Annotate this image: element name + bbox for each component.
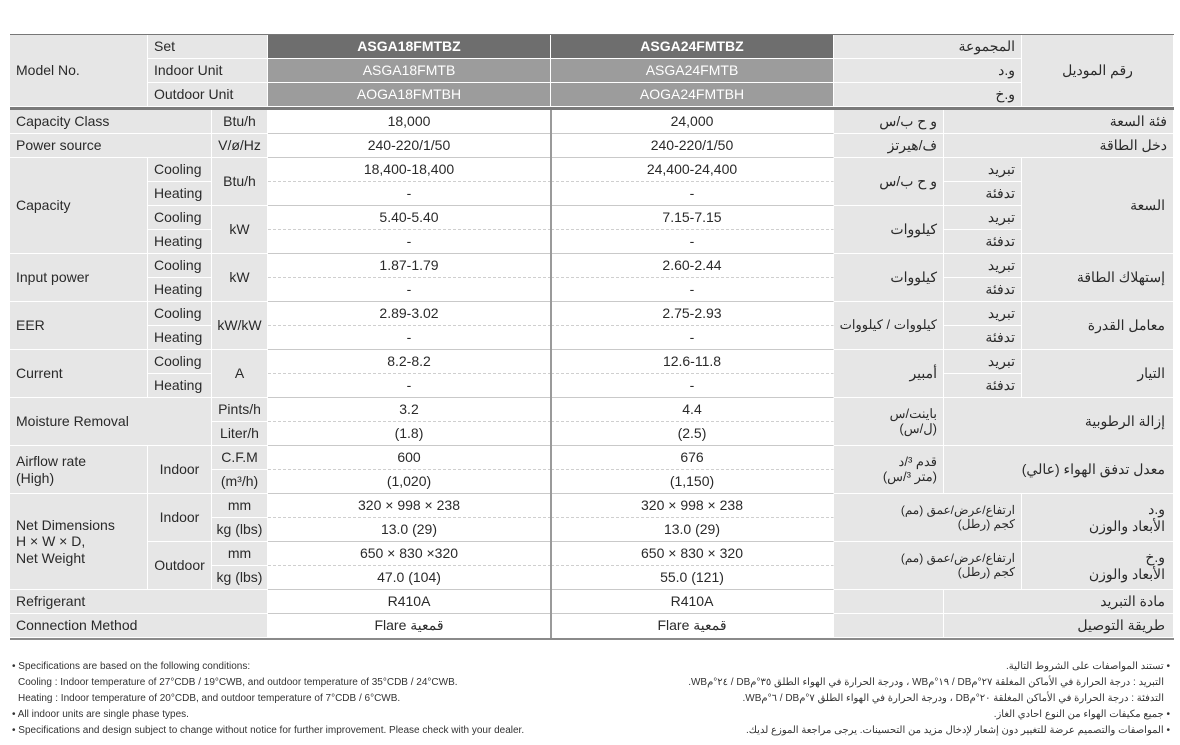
m1-refrigerant: R410A — [268, 590, 551, 614]
m2-out-wt: 55.0 (121) — [551, 566, 834, 590]
cap-heating-label: Heating — [148, 182, 212, 206]
m1-input-cool: 1.87-1.79 — [268, 254, 551, 278]
refrigerant-label: Refrigerant — [10, 590, 268, 614]
airflow-label: Airflow rate (High) — [10, 446, 148, 494]
capacity-class-label: Capacity Class — [10, 110, 212, 134]
m2-capacity-class: 24,000 — [551, 110, 834, 134]
note-ar-2: التبريد : درجة الحرارة في الأماكن المغلقة ٢٧°مDB / ١٩°مWB ، ودرجة الحرارة في الهواء الطلق ٣٥°مDB / ٢٤°مWB. — [688, 677, 1164, 688]
m1-eer-heat: - — [268, 326, 551, 350]
ar-capacity-class: فئة السعة — [944, 110, 1174, 134]
m1-input-heat: - — [268, 278, 551, 302]
in-mm-unit: mm — [212, 494, 268, 518]
cap-cooling-label: Cooling — [148, 158, 212, 182]
input-cooling-label: Cooling — [148, 254, 212, 278]
power-source-unit: V/ø/Hz — [212, 134, 268, 158]
airflow-indoor-label: Indoor — [148, 446, 212, 494]
m1-out-dim: 650 × 830 ×320 — [268, 542, 551, 566]
input-heating-label: Heating — [148, 278, 212, 302]
connection-label: Connection Method — [10, 614, 268, 638]
model2-set: ASGA24FMTBZ — [551, 35, 834, 59]
cfm-unit: C.F.M — [212, 446, 268, 470]
ar-eer-heating: تدفئة — [944, 326, 1022, 350]
current-unit: A — [212, 350, 268, 398]
m2-air-m3h: (1,150) — [551, 470, 834, 494]
in-kg-unit: kg (lbs) — [212, 518, 268, 542]
ar-current-unit: أمبير — [834, 350, 944, 398]
ar-current: التيار — [1022, 350, 1174, 398]
eer-label: EER — [10, 302, 148, 350]
m1-cur-cool: 8.2-8.2 — [268, 350, 551, 374]
model1-indoor: ASGA18FMTB — [268, 59, 551, 83]
model2-outdoor: AOGA24FMTBH — [551, 83, 834, 107]
net-dim-label: Net Dimensions H × W × D, Net Weight — [10, 494, 148, 590]
liter-unit: Liter/h — [212, 422, 268, 446]
ar-connection-blank — [834, 614, 944, 638]
m2-power: 240-220/1/50 — [551, 134, 834, 158]
ar-airflow: معدل تدفق الهواء (عالي) — [944, 446, 1174, 494]
m1-out-wt: 47.0 (104) — [268, 566, 551, 590]
m1-air-m3h: (1,020) — [268, 470, 551, 494]
m1-moist-liter: (1.8) — [268, 422, 551, 446]
ar-vhz-unit: ف/هيرتز — [834, 134, 944, 158]
ar-moisture: إزالة الرطوبية — [944, 398, 1174, 446]
cap-kw-unit: kW — [212, 206, 268, 254]
input-power-label: Input power — [10, 254, 148, 302]
m1-cap-cool-btu: 18,400-18,400 — [268, 158, 551, 182]
current-heating-label: Heating — [148, 374, 212, 398]
dim-indoor-label: Indoor — [148, 494, 212, 542]
bottom-rule — [10, 638, 1174, 640]
cap-heating-label-kw: Heating — [148, 230, 212, 254]
m2-eer-cool: 2.75-2.93 — [551, 302, 834, 326]
ar-input-power: إستهلاك الطاقة — [1022, 254, 1174, 302]
ar-cap-heating-2: تدفئة — [944, 230, 1022, 254]
m2-input-cool: 2.60-2.44 — [551, 254, 834, 278]
m1-cap-cool-kw: 5.40-5.40 — [268, 206, 551, 230]
ar-set: المجموعة — [834, 35, 1022, 59]
m1-power: 240-220/1/50 — [268, 134, 551, 158]
power-source-label: Power source — [10, 134, 212, 158]
ar-input-unit: كيلووات — [834, 254, 944, 302]
current-cooling-label: Cooling — [148, 350, 212, 374]
note-ar-3: التدفئة : درجة الحرارة في الأماكن المغلقة ٢٠°مDB ، ودرجة الحرارة في الهواء الطلق ٧°مDB / ٦°مWB. — [742, 693, 1164, 704]
m1-eer-cool: 2.89-3.02 — [268, 302, 551, 326]
ar-eer: معامل القدرة — [1022, 302, 1174, 350]
ar-cap-kw-unit: كيلووات — [834, 206, 944, 254]
m2-cap-cool-btu: 24,400-24,400 — [551, 158, 834, 182]
m2-moist-liter: (2.5) — [551, 422, 834, 446]
model2-indoor: ASGA24FMTB — [551, 59, 834, 83]
ar-cap-cooling-1: تبريد — [944, 158, 1022, 182]
m1-connection: Flare قمعية — [268, 614, 551, 638]
m1-cur-heat: - — [268, 374, 551, 398]
ar-input-cooling: تبريد — [944, 254, 1022, 278]
moisture-label: Moisture Removal — [10, 398, 212, 446]
note-en-3: Heating : Indoor temperature of 20°CDB, and outdoor temperature of 7°CDB / 6°CWB. — [18, 693, 401, 704]
note-ar-1: • تستند المواصفات على الشروط التالية. — [1006, 661, 1170, 672]
m2-cap-heat-btu: - — [551, 182, 834, 206]
out-kg-unit: kg (lbs) — [212, 566, 268, 590]
ar-in-dim: و.د الأبعاد والوزن — [1022, 494, 1174, 542]
m2-cur-cool: 12.6-11.8 — [551, 350, 834, 374]
m1-moist-pints: 3.2 — [268, 398, 551, 422]
m1-air-cfm: 600 — [268, 446, 551, 470]
m2-cap-cool-kw: 7.15-7.15 — [551, 206, 834, 230]
eer-unit: kW/kW — [212, 302, 268, 350]
ar-air-unit: قدم ³/د (متر ³/س) — [834, 446, 944, 494]
ar-refrigerant-blank — [834, 590, 944, 614]
m2-input-heat: - — [551, 278, 834, 302]
m1-in-wt: 13.0 (29) — [268, 518, 551, 542]
note-en-4: • All indoor units are single phase types. — [12, 709, 189, 720]
m2-connection: Flare قمعية — [551, 614, 834, 638]
m1-in-dim: 320 × 998 × 238 — [268, 494, 551, 518]
dim-outdoor-label: Outdoor — [148, 542, 212, 590]
pints-unit: Pints/h — [212, 398, 268, 422]
m2-in-wt: 13.0 (29) — [551, 518, 834, 542]
ar-power: دخل الطاقة — [944, 134, 1174, 158]
eer-heating-label: Heating — [148, 326, 212, 350]
eer-cooling-label: Cooling — [148, 302, 212, 326]
ar-btuh-unit: و ح ب/س — [834, 110, 944, 134]
m2-moist-pints: 4.4 — [551, 398, 834, 422]
ar-cap-btuh-unit: و ح ب/س — [834, 158, 944, 206]
out-mm-unit: mm — [212, 542, 268, 566]
ar-refrigerant: مادة التبريد — [944, 590, 1174, 614]
m1-cap-heat-kw: - — [268, 230, 551, 254]
m2-cur-heat: - — [551, 374, 834, 398]
model-no-label: Model No. — [10, 35, 148, 107]
current-label: Current — [10, 350, 148, 398]
m1-capacity-class: 18,000 — [268, 110, 551, 134]
m2-air-cfm: 676 — [551, 446, 834, 470]
note-en-2: Cooling : Indoor temperature of 27°CDB / 19°CWB, and outdoor temperature of 35°CDB / 24°CWB. — [18, 677, 458, 688]
input-kw-unit: kW — [212, 254, 268, 302]
ar-in-dim-unit: ارتفاع/عرض/عمق (مم) كجم (رطل) — [834, 494, 1022, 542]
ar-current-heating: تدفئة — [944, 374, 1022, 398]
model1-set: ASGA18FMTBZ — [268, 35, 551, 59]
ar-out-dim-unit: ارتفاع/عرض/عمق (مم) كجم (رطل) — [834, 542, 1022, 590]
capacity-label: Capacity — [10, 158, 148, 254]
column-divider — [550, 110, 552, 638]
note-en-1: • Specifications are based on the following conditions: — [12, 661, 251, 672]
note-en-5: • Specifications and design subject to change without notice for further improvement. Please check with your dealer. — [12, 725, 525, 736]
m1-cap-heat-btu: - — [268, 182, 551, 206]
outdoor-unit-label: Outdoor Unit — [148, 83, 268, 107]
note-ar-4: • جميع مكيفات الهواء من النوع احادي الغاز. — [993, 709, 1170, 720]
m2-out-dim: 650 × 830 × 320 — [551, 542, 834, 566]
ar-capacity: السعة — [1022, 158, 1174, 254]
cap-btuh-unit: Btu/h — [212, 158, 268, 206]
m3h-unit: (m³/h) — [212, 470, 268, 494]
ar-out-dim: و.خ الأبعاد والوزن — [1022, 542, 1174, 590]
ar-model-label: رقم الموديل — [1022, 35, 1174, 107]
ar-eer-unit: كيلووات / كيلووات — [834, 302, 944, 350]
ar-eer-cooling: تبريد — [944, 302, 1022, 326]
ar-outdoor: و.خ — [834, 83, 1022, 107]
m2-refrigerant: R410A — [551, 590, 834, 614]
ar-indoor: و.د — [834, 59, 1022, 83]
ar-cap-cooling-2: تبريد — [944, 206, 1022, 230]
capacity-class-unit: Btu/h — [212, 110, 268, 134]
indoor-unit-label: Indoor Unit — [148, 59, 268, 83]
m2-cap-heat-kw: - — [551, 230, 834, 254]
m2-in-dim: 320 × 998 × 238 — [551, 494, 834, 518]
ar-moist-unit: باينت/س (ل/س) — [834, 398, 944, 446]
set-label: Set — [148, 35, 268, 59]
cap-cooling-label-kw: Cooling — [148, 206, 212, 230]
note-ar-5: • المواصفات والتصميم عرضة للتغيير دون إشعار لإدخال مزيد من التحسينات. يرجى مراجعة الموزع لديك. — [745, 725, 1170, 736]
ar-cap-heating-1: تدفئة — [944, 182, 1022, 206]
ar-input-heating: تدفئة — [944, 278, 1022, 302]
ar-current-cooling: تبريد — [944, 350, 1022, 374]
model1-outdoor: AOGA18FMTBH — [268, 83, 551, 107]
m2-eer-heat: - — [551, 326, 834, 350]
ar-connection: طريقة التوصيل — [944, 614, 1174, 638]
